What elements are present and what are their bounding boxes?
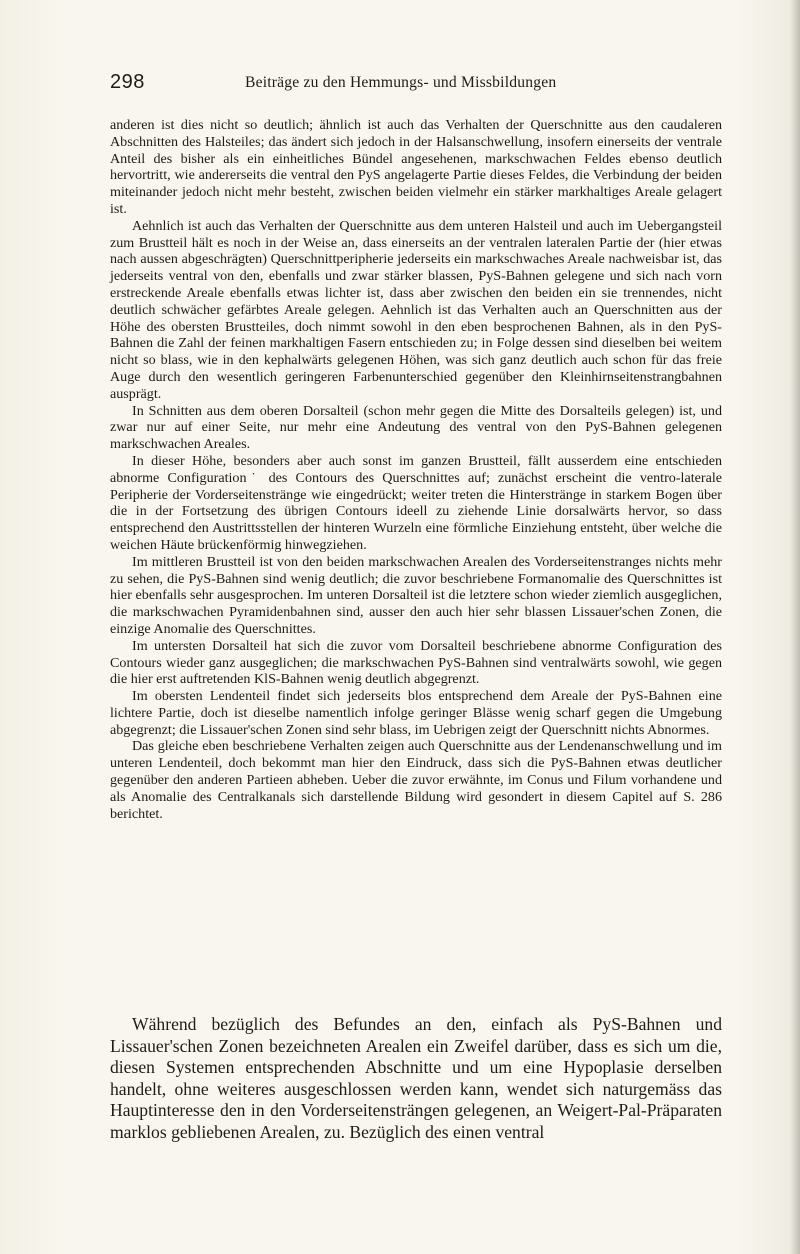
page-edge-shadow [790, 0, 800, 1254]
large-print-text [110, 1014, 722, 1144]
page-number: 298 [110, 71, 145, 93]
running-title: Beiträge zu den Hemmungs- und Missbildungen [245, 74, 557, 91]
paragraph: Im mittleren Brustteil ist von den beiden markschwachen Arealen des Vorderseitenstranges nichts mehr zu sehen, die PyS-Bahnen sind wenig deutlich; die zuvor beschriebene Formanomalie des Querschnittes ist hier ebenfalls sehr ausgesprochen. Im unteren Dorsalteil ist die letztere schon wieder ziemlich ausgeglichen, die markschwachen Pyramidenbahnen sind, ausser den auch hier sehr blassen Lissauer'schen Zonen, die einzige Anomalie des Querschnittes. [110, 553, 722, 637]
paragraph: Im untersten Dorsalteil hat sich die zuvor vom Dorsalteil beschriebene abnorme Configuration des Contours wieder ganz ausgeglichen; die markschwachen PyS-Bahnen sind ventralwärts sowohl, wie gegen die hier erst auftretenden KlS-Bahnen wenig deutlich abgegrenzt. [110, 637, 722, 688]
paragraph: In dieser Höhe, besonders aber auch sonst im ganzen Brustteil, fällt ausserdem eine entschieden abnorme Configuration˙ des Contours des Querschnittes auf; zunächst erscheint die ventro-laterale Peripherie der Vorderseitenstränge wie eingedrückt; weiter treten die Hinterstränge in starkem Bogen über die in der Fortsetzung des übrigen Contours ideell zu ziehende Linie dorsalwärts hervor, so dass entsprechend den Austrittsstellen der hinteren Wurzeln eine förmliche Einziehung entsteht, über welche die weichen Häute brückenförmig hinwegziehen. [110, 452, 722, 553]
body-text [110, 117, 722, 822]
page-header [110, 71, 710, 97]
paragraph: Im obersten Lendenteil findet sich jederseits blos entsprechend dem Areale der PyS-Bahnen eine lichtere Partie, doch ist dieselbe namentlich infolge geringer Blässe wenig scharf gegen die Umgebung abgegrenzt; die Lissauer'schen Zonen sind sehr blass, im Uebrigen zeigt der Querschnitt nichts Abnormes. [110, 688, 722, 738]
paragraph: anderen ist dies nicht so deutlich; ähnlich ist auch das Verhalten der Querschnitte aus den caudaleren Abschnitten des Halsteiles; das ändert sich jedoch in der Halsanschwellung, insofern einerseits der ventrale Anteil des bisher als ein einheitliches Bündel angesehenen, markschwachen Feldes ebenso deutlich hervortritt, wie andererseits die ventral den PyS angelagerte Partie dieses Feldes, die Verbindung der beiden miteinander jedoch nicht mehr besteht, zwischen beiden vielmehr ein stärker markhaltiges Areale gelagert ist. [110, 117, 722, 217]
paragraph: Aehnlich ist auch das Verhalten der Querschnitte aus dem unteren Halsteil und auch im Uebergangsteil zum Brustteil hält es noch in der Weise an, dass einerseits an der ventralen lateralen Partie der (hier etwas nach aussen abgeschrägten) Querschnittperipherie jederseits ein markschwaches Areale nachweisbar ist, das jederseits ventral von den, ebenfalls und zwar stärker blassen, PyS-Bahnen gelegene und sich nach vorn erstreckende Areale ebenfalls etwas lichter ist, dass aber zwischen den beiden ein sie trennendes, nicht deutlich schwächer gefärbtes Areale gelegen. Aehnlich ist das Verhalten auch an Querschnitten aus der Höhe des obersten Brustteiles, doch nimmt sowohl in den eben besprochenen Bahnen, als in den PyS-Bahnen die Zahl der feinen markhaltigen Fasern entschieden zu; in Folge dessen sind dieselben bei weitem nicht so blass, wie in den kephalwärts gelegenen Höhen, was sich ganz deutlich auch schon für das freie Auge durch den wesentlich geringeren Farbenunterschied gegenüber den Kleinhirnseitenstrangbahnen ausprägt. [110, 217, 722, 402]
paragraph: Das gleiche eben beschriebene Verhalten zeigen auch Querschnitte aus der Lendenanschwellung und im unteren Lendenteil, doch bekommt man hier den Eindruck, dass sich die PyS-Bahnen etwas deutlicher gegenüber den anderen Partieen abheben. Ueber die zuvor erwähnte, im Conus und Filum vorhandene und als Anomalie des Centralkanals sich darstellende Bildung wird gesondert in diesem Capitel auf S. 286 berichtet. [110, 738, 722, 822]
paragraph: In Schnitten aus dem oberen Dorsalteil (schon mehr gegen die Mitte des Dorsalteils gelegen) ist, und zwar nur auf einer Seite, nur mehr eine Andeutung des ventral von den PyS-Bahnen gelegenen markschwachen Areales. [110, 402, 722, 453]
paragraph-large: Während bezüglich des Befundes an den, einfach als PyS-Bahnen und Lissauer'schen Zonen bezeichneten Arealen ein Zweifel darüber, dass es sich um die, diesen Systemen entsprechenden Abschnitte und um eine Hypoplasie derselben handelt, ohne weiteres ausgeschlossen werden kann, wendet sich naturgemäss das Hauptinteresse den in den Vorderseitensträngen gelegenen, an Weigert-Pal-Präparaten marklos gebliebenen Arealen, zu. Bezüglich des einen ventral [110, 1014, 722, 1142]
